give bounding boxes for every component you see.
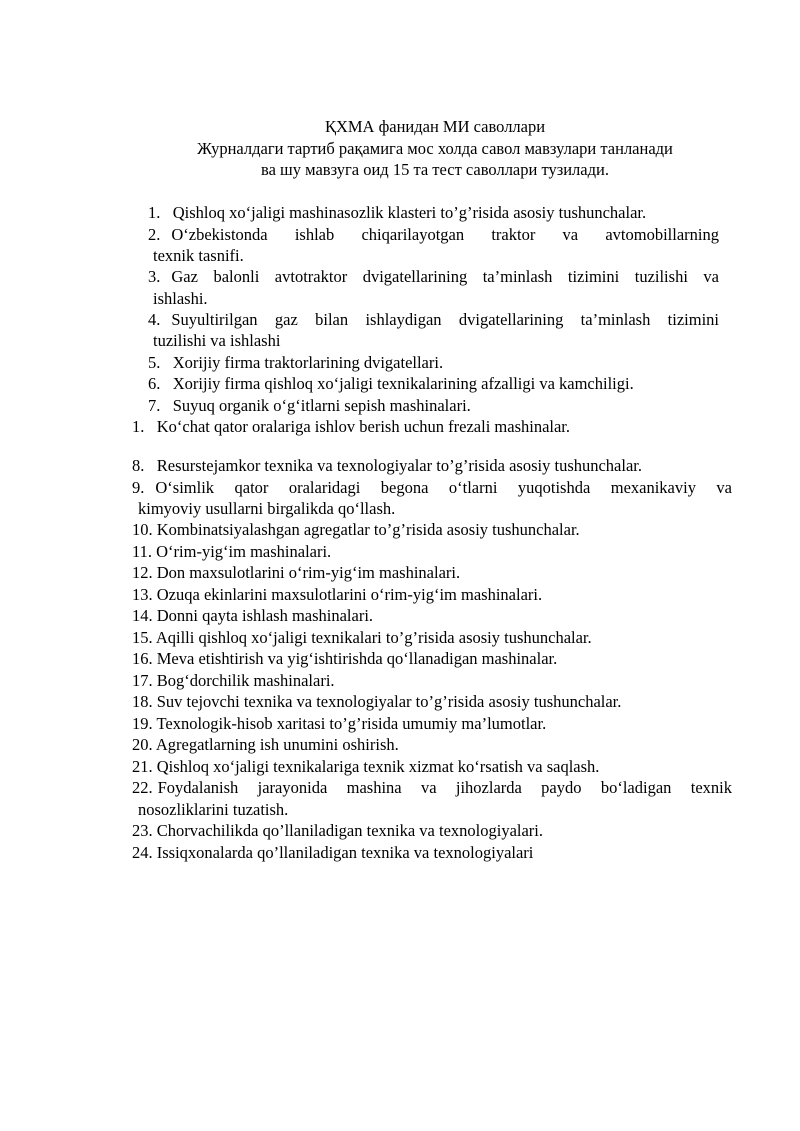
list-item [132,691,621,712]
item-number: 9. [132,478,145,497]
item-text: Qishloq xo‘jaligi mashinasozlik klasteri to’g’risida asosiy tushunchalar. [172,203,647,222]
item-number: 1. [132,417,145,436]
item-text: O‘simlik qator oralaridagi begona o‘tlarni yuqotishda mexanikaviy va [155,478,732,497]
list-item [132,541,331,562]
item-text: Donni qayta ishlash mashinalari. [156,606,374,625]
item-text: Ko‘chat qator oralariga ishlov berish uchun frezali mashinalar. [156,417,571,436]
item-number: 6. [148,374,161,393]
item-text: Qishloq xo‘jaligi texnikalariga texnik xizmat ko‘rsatish va saqlash. [156,757,600,776]
item-number: 12. [132,563,153,582]
list-item [148,309,719,330]
list-item [148,266,719,287]
list-item [132,670,335,691]
list-item [132,648,557,669]
list-item [132,713,546,734]
item-number: 13. [132,585,153,604]
item-number: 18. [132,692,153,711]
item-number: 7. [148,396,161,415]
title-line-1: ҚХМА фанидан МИ саволлари [324,117,546,136]
item-number: 24. [132,843,153,862]
item-number: 1. [148,203,161,222]
item-text: Don maxsulotlarini o‘rim-yig‘im mashinalari. [156,563,461,582]
document-title [100,116,770,181]
item-number: 5. [148,353,161,372]
item-text-continued: nosozliklarini tuzatish. [138,800,289,819]
item-text: Gaz balonli avtotraktor dvigatellarining ta’minlash tizimini tuzilishi va [171,267,719,286]
item-text: Resurstejamkor texnika va texnologiyalar to’g’risida asosiy tushunchalar. [156,456,643,475]
item-text: Meva etishtirish va yig‘ishtirishda qo‘llanadigan mashinalar. [156,649,558,668]
list-item [132,842,533,863]
item-text: Chorvachilikda qo’llaniladigan texnika va texnologiyalari. [156,821,544,840]
list-item [132,627,592,648]
item-text: Issiqxonalarda qo’llaniladigan texnika va texnologiyalari [156,843,534,862]
item-number: 16. [132,649,153,668]
list-item [132,734,399,755]
item-number: 21. [132,757,153,776]
list-item [132,605,373,626]
item-number: 2. [148,225,161,244]
list-item [132,519,580,540]
item-number: 23. [132,821,153,840]
list-item [148,224,719,245]
item-text: Suyuq organik o‘g‘itlarni sepish mashinalari. [172,396,471,415]
item-number: 11. [132,542,153,561]
item-text: Ozuqa ekinlarini maxsulotlarini o‘rim-yig‘im mashinalari. [156,585,543,604]
item-number: 19. [132,714,153,733]
item-text: Kombinatsiyalashgan agregatlar to’g’risida asosiy tushunchalar. [156,520,580,539]
item-number: 3. [148,267,161,286]
item-text-continued: tuzilishi va ishlashi [153,331,281,350]
title-line-3: ва шу мавзуга оид 15 та тест саволлари тузилади. [261,160,609,179]
list-item [132,777,732,798]
list-item [132,584,542,605]
item-text: Suv tejovchi texnika va texnologiyalar to’g’risida asosiy tushunchalar. [156,692,622,711]
list-item [148,373,634,394]
item-text-continued: ishlashi. [153,289,208,308]
item-text: Texnologik-hisob xaritasi to’g’risida umumiy ma’lumotlar. [156,714,547,733]
item-text: Foydalanish jarayonida mashina va jihozlarda paydo bo‘ladigan texnik [157,778,732,797]
item-number: 22. [132,778,153,797]
item-text: Xorijiy firma traktorlarining dvigatellari. [172,353,444,372]
title-line-2: Журналдаги тартиб рақамига мос холда савол мавзулари танланади [197,138,673,158]
item-text: Agregatlarning ish unumini oshirish. [155,735,399,754]
item-text-continued: texnik tasnifi. [153,246,244,265]
list-item [132,820,543,841]
item-number: 8. [132,456,145,475]
item-text-continued: kimyoviy usullarni birgalikda qo‘llash. [138,499,396,518]
item-text: O‘zbekistonda ishlab chiqarilayotgan traktor va avtomobillarning [171,225,719,244]
item-number: 17. [132,671,153,690]
item-number: 15. [132,628,153,647]
item-text: Aqilli qishloq xo‘jaligi texnikalari to’g’risida asosiy tushunchalar. [155,628,592,647]
item-text: O‘rim-yig‘im mashinalari. [156,542,332,561]
item-number: 4. [148,310,161,329]
list-item [132,756,599,777]
item-text: Xorijiy firma qishloq xo‘jaligi texnikalarining afzalligi va kamchiligi. [172,374,634,393]
list-item [132,477,732,498]
item-number: 10. [132,520,153,539]
list-item [148,202,646,223]
list-item [132,562,460,583]
list-item [148,352,443,373]
list-item [148,395,471,416]
item-text: Suyultirilgan gaz bilan ishlaydigan dvigatellarining ta’minlash tizimini [171,310,719,329]
list-item [132,416,570,437]
item-number: 14. [132,606,153,625]
item-text: Bog‘dorchilik mashinalari. [156,671,335,690]
list-item [132,455,642,476]
item-number: 20. [132,735,153,754]
